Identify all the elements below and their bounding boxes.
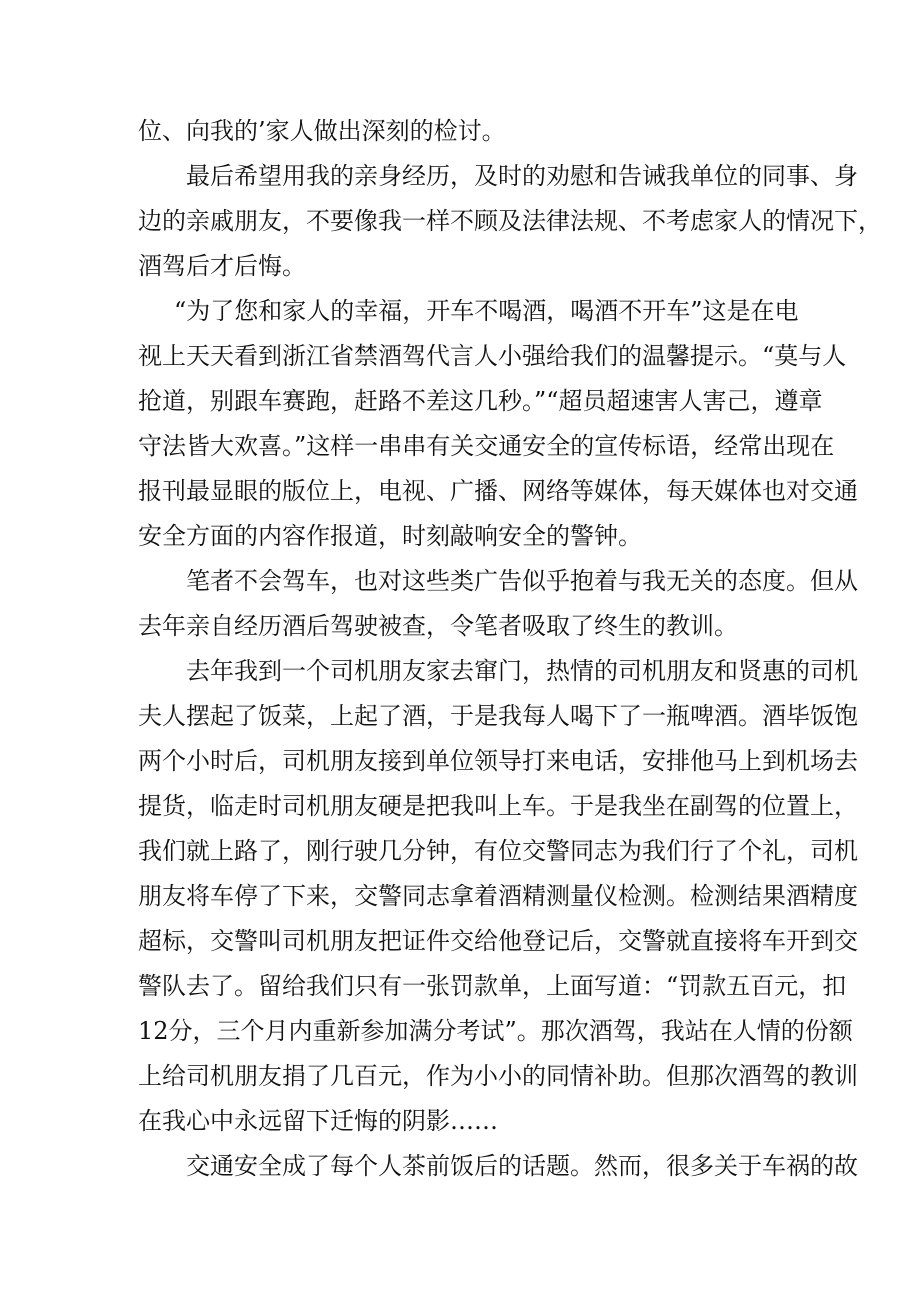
text-line: 警队去了。留给我们只有一张罚款单，上面写道：“罚款五百元，扣 bbox=[138, 972, 847, 1000]
text-line: 夫人摆起了饭菜，上起了酒，于是我每人喝下了一瓶啤酒。酒毕饭饱 bbox=[138, 702, 858, 730]
text-line: 上给司机朋友捐了几百元，作为小小的同情补助。但那次酒驾的教训 bbox=[138, 1062, 858, 1090]
text-line: 位、向我的’家人做出深刻的检讨。 bbox=[138, 117, 506, 145]
text-line: 报刊最显眼的版位上，电视、广播、网络等媒体，每天媒体也对交通 bbox=[138, 477, 858, 505]
text-line: 朋友将车停了下来，交警同志拿着酒精测量仪检测。检测结果酒精度 bbox=[138, 882, 858, 910]
paragraph-first-line: “为了您和家人的幸福，开车不喝酒，喝酒不开车”这是在电 bbox=[174, 297, 799, 325]
text-line: 抢道，别跟车赛跑，赶路不差这几秒。”“超员超速害人害己，遵章 bbox=[138, 387, 823, 415]
text-line: 在我心中永远留下迁悔的阴影…… bbox=[138, 1107, 498, 1135]
text-line: 安全方面的内容作报道，时刻敲响安全的警钟。 bbox=[138, 522, 642, 550]
text-line: 超标，交警叫司机朋友把证件交给他登记后，交警就直接将车开到交 bbox=[138, 927, 858, 955]
text-line: 边的亲戚朋友，不要像我一样不顾及法律法规、不考虑家人的情况下， bbox=[138, 207, 882, 235]
text-line: 两个小时后，司机朋友接到单位领导打来电话，安排他马上到机场去 bbox=[138, 747, 858, 775]
text-line: 酒驾后才后悔。 bbox=[138, 252, 306, 280]
text-line: 视上天天看到浙江省禁酒驾代言人小强给我们的温馨提示。“莫与人 bbox=[138, 342, 847, 370]
text-line: 去年亲自经历酒后驾驶被查，令笔者吸取了终生的教训。 bbox=[138, 612, 738, 640]
paragraph-first-line: 最后希望用我的亲身经历，及时的劝慰和告诫我单位的同事、身 bbox=[186, 162, 858, 190]
text-line: 守法皆大欢喜。”这样一串串有关交通安全的宣传标语，经常出现在 bbox=[138, 432, 835, 460]
text-line: 我们就上路了，刚行驶几分钟，有位交警同志为我们行了个礼，司机 bbox=[138, 837, 858, 865]
paragraph-first-line: 交通安全成了每个人茶前饭后的话题。然而，很多关于车祸的故 bbox=[186, 1152, 858, 1180]
text-line: 提货，临走时司机朋友硬是把我叫上车。于是我坐在副驾的位置上， bbox=[138, 792, 858, 820]
text-line: 12分，三个月内重新参加满分考试”。那次酒驾，我站在人情的份额 bbox=[138, 1017, 853, 1045]
paragraph-first-line: 去年我到一个司机朋友家去窜门，热情的司机朋友和贤惠的司机 bbox=[186, 657, 858, 685]
paragraph-first-line: 笔者不会驾车，也对这些类广告似乎抱着与我无关的态度。但从 bbox=[186, 567, 858, 595]
